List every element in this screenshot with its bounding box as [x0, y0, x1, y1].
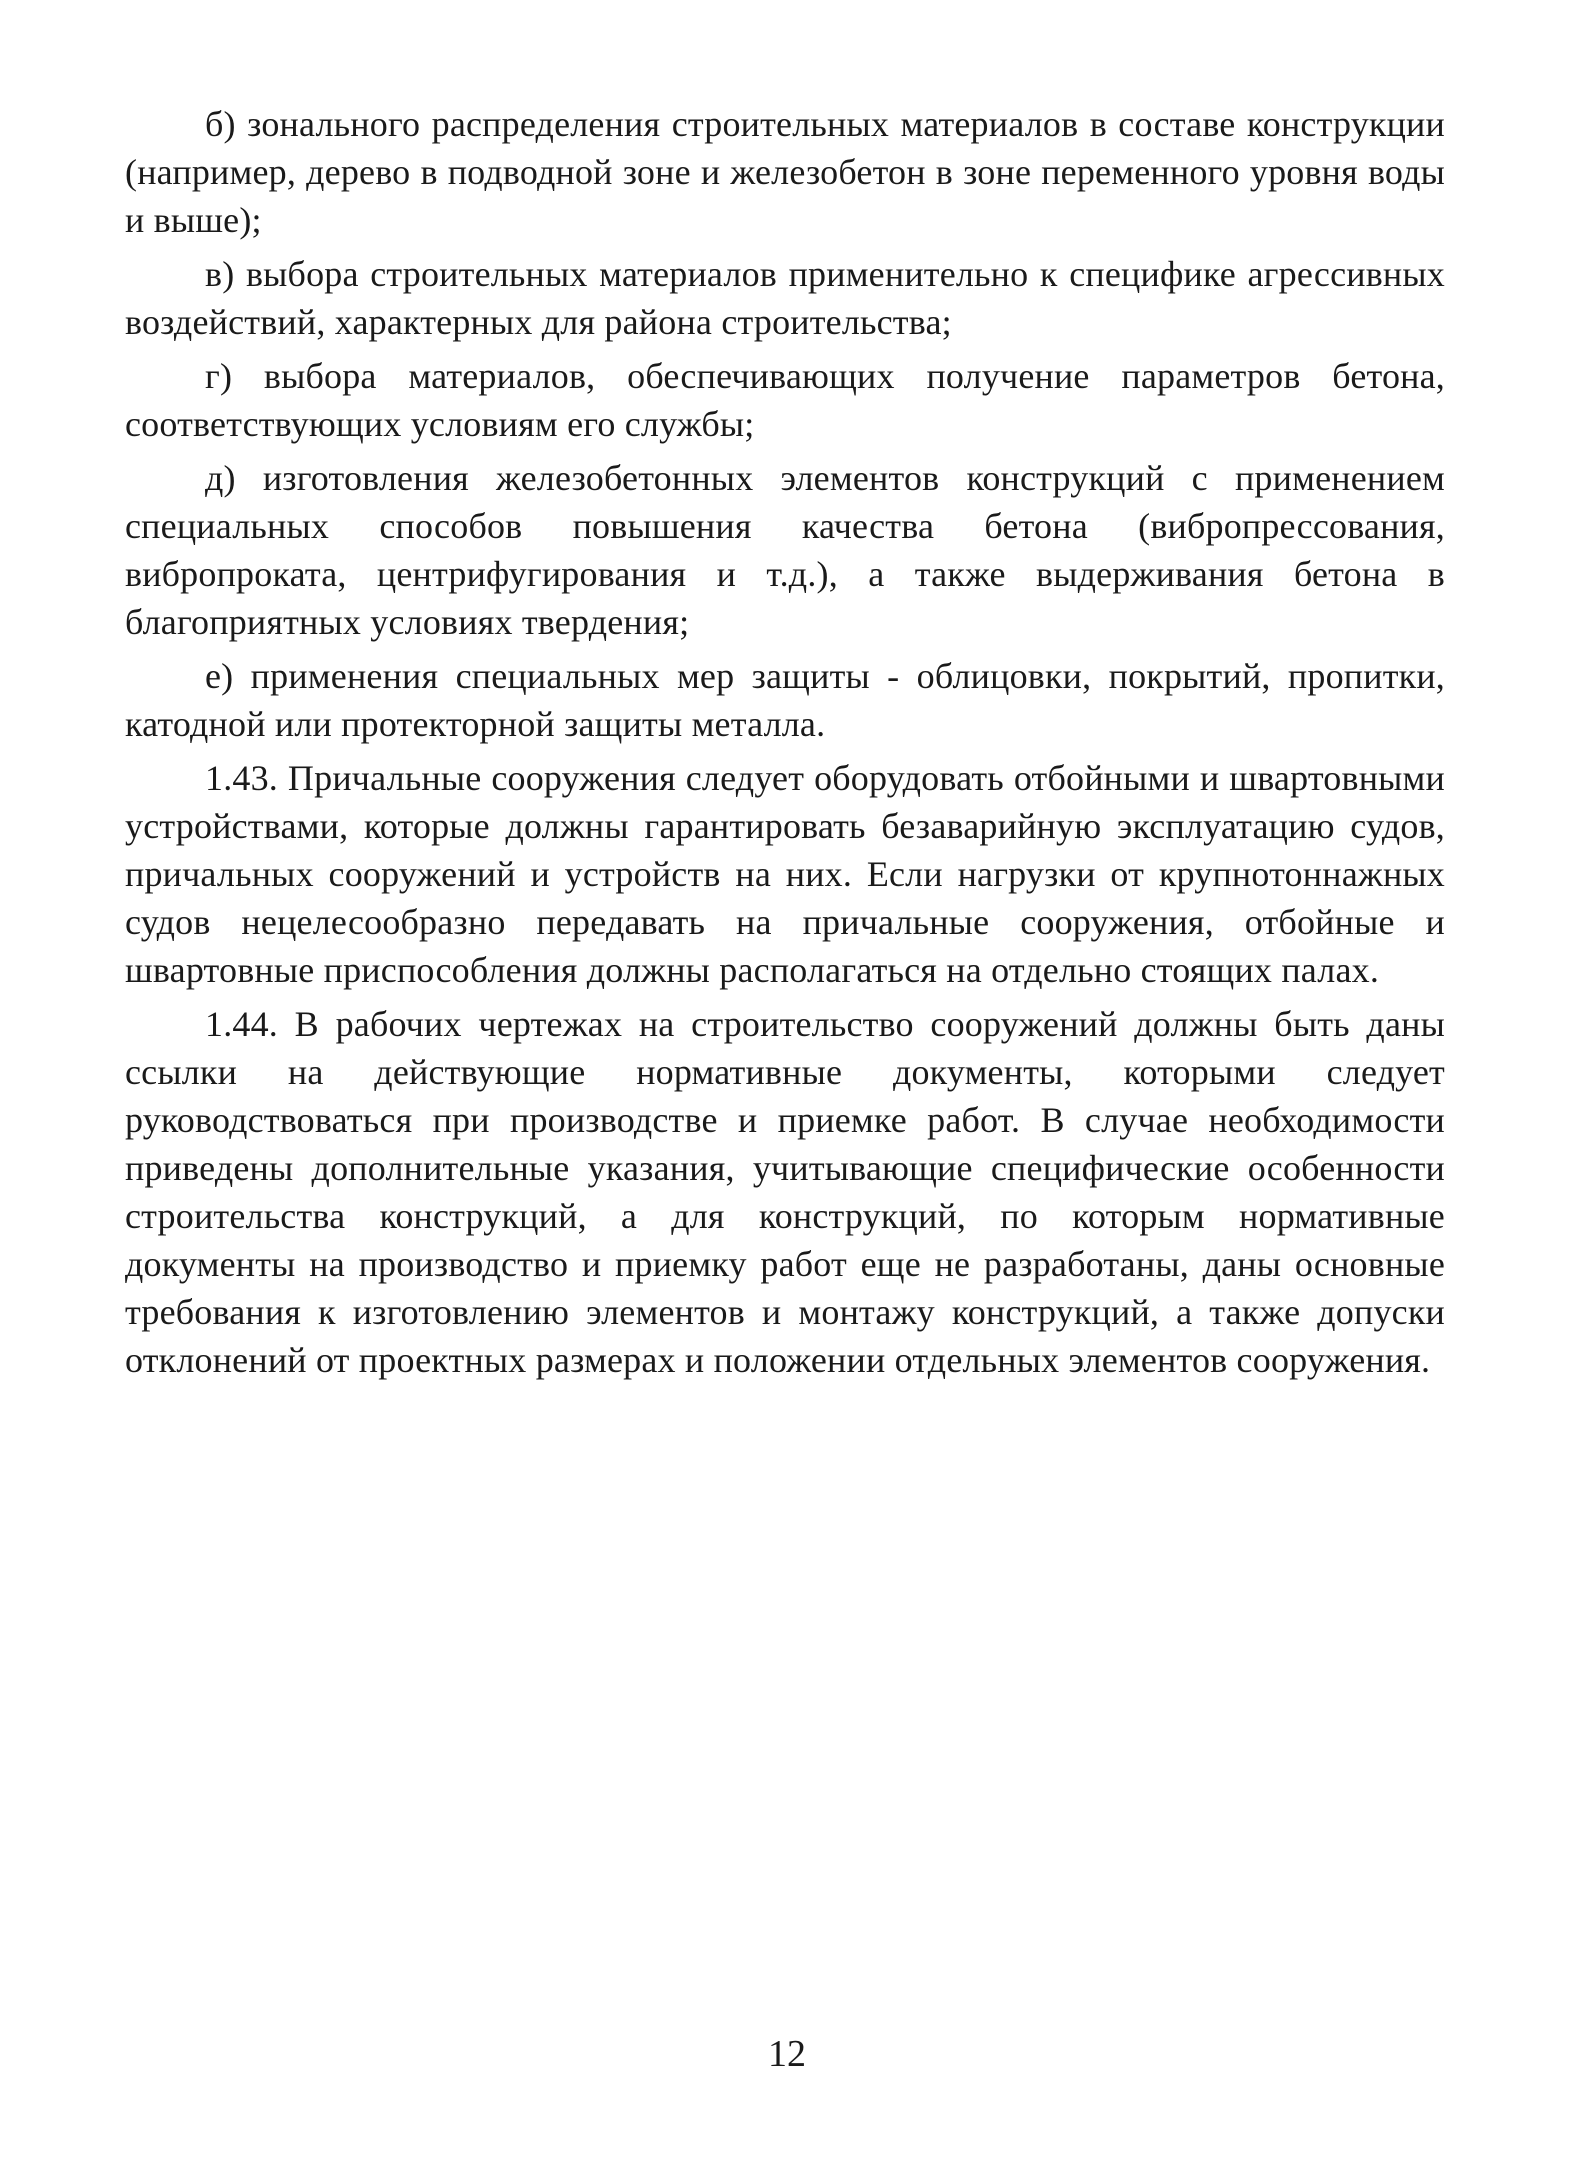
paragraph-d: д) изготовления железобетонных элементов конструкций с применением специальных способов повышения качества бетона (вибропрессования, вибропроката, центрифугирования и т.д.), а также выдерживания бетона в благоприятных условиях твердения;	[125, 458, 1445, 642]
paragraph-1-43: 1.43. Причальные сооружения следует оборудовать отбойными и швартовными устройствами, которые должны гарантировать безаварийную эксплуатацию судов, причальных сооружений и устройств на них. Если нагрузки от крупнотоннажных судов нецелесообразно передавать на причальные сооружения, отбойные и швартовные приспособления должны располагаться на отдельно стоящих палах.	[125, 758, 1445, 990]
page-number: 12	[768, 2033, 806, 2075]
body-text	[125, 100, 1445, 1390]
paragraph-1-44: 1.44. В рабочих чертежах на строительство сооружений должны быть даны ссылки на действующие нормативные документы, которыми следует руководствоваться при производстве и приемке работ. В случае необходимости приведены дополнительные указания, учитывающие специфические особенности строительства конструкций, а для конструкций, по которым нормативные документы на производство и приемку работ еще не разработаны, даны основные требования к изготовлению элементов и монтажу конструкций, а также допуски отклонений от проектных размерах и положении отдельных элементов сооружения.	[125, 1004, 1445, 1380]
paragraph-e: е) применения специальных мер защиты - облицовки, покрытий, пропитки, катодной или протекторной защиты металла.	[125, 656, 1445, 744]
paragraph-b: б) зонального распределения строительных материалов в составе конструкции (например, дерево в подводной зоне и железобетон в зоне переменного уровня воды и выше);	[125, 104, 1445, 240]
paragraph-g: г) выбора материалов, обеспечивающих получение параметров бетона, соответствующих условиям его службы;	[125, 356, 1445, 444]
paragraph-v: в) выбора строительных материалов применительно к специфике агрессивных воздействий, характерных для района строительства;	[125, 254, 1445, 342]
